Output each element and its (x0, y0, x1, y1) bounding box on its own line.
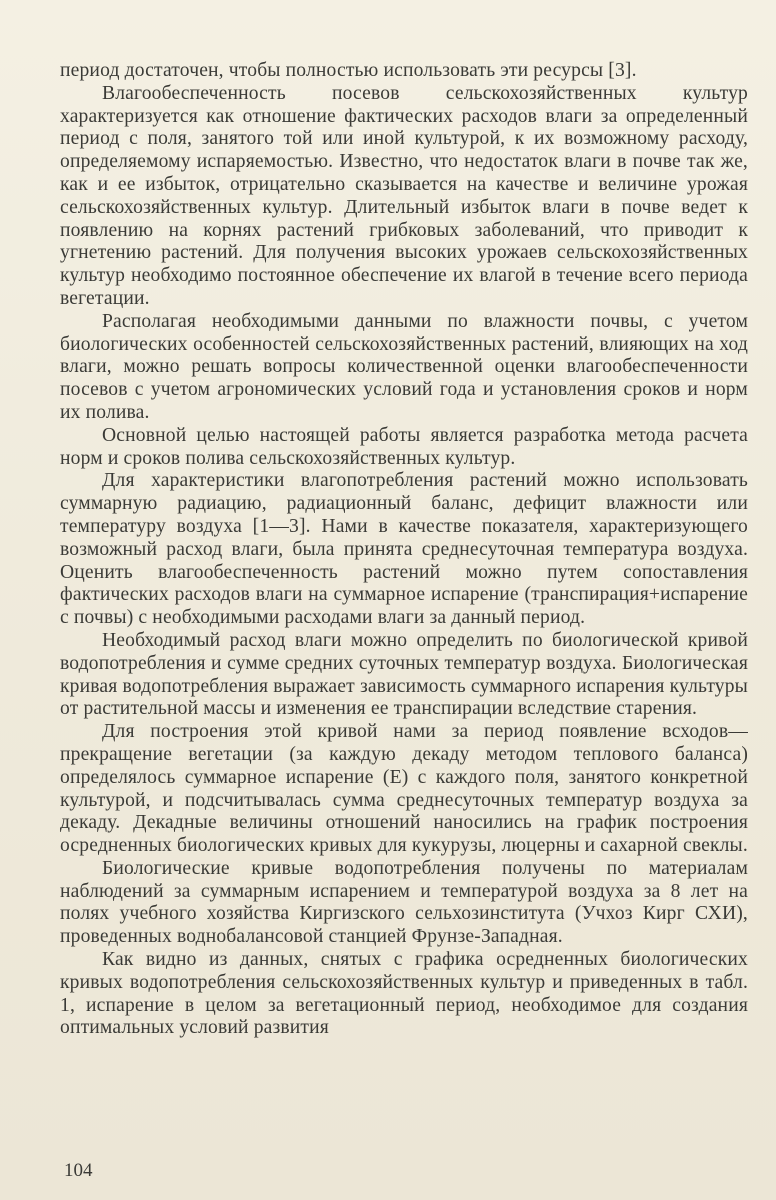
page-number: 104 (64, 1160, 93, 1181)
paragraph-water-consumption-indicators: Для характеристики влагопотребления растений можно использовать суммарную радиацию, радиационный баланс, дефицит влажности или температуру воздуха [1—3]. Нами в качестве показателя, характеризующего возможный расход влаги, была принята среднесуточная температура воздуха. Оценить влагообеспеченность растений можно путем сопоставления фактических расходов влаги на суммарное испарение (транспирация+испарение с почвы) с необходимыми расходами влаги за данный период. (60, 470, 748, 629)
paragraph-table-discussion: Как видно из данных, снятых с графика осредненных биологических кривых водопотребления сельскохозяйственных культур и приведенных в табл. 1, испарение в целом за вегетационный период, необходимое для создания оптимальных условий развития (60, 949, 748, 1039)
paragraph-observation-source: Биологические кривые водопотребления получены по материалам наблюдений за суммарным испарением и температурой воздуха за 8 лет на полях учебного хозяйства Киргизского сельхозинститута (Учхоз Кирг СХИ), проведенных воднобалансовой станцией Фрунзе-Западная. (60, 857, 748, 948)
paragraph-continuation: период достаточен, чтобы полностью использовать эти ресурсы [3]. (60, 60, 637, 81)
body-text (60, 60, 748, 1040)
paragraph-moisture-supply-definition: Влагообеспеченность посевов сельскохозяйственных культур характеризуется как отношение фактических расходов влаги за определенный период с поля, занятого той или иной культурой, к их возможному расходу, определяемому испаряемостью. Известно, что недостаток влаги в почве так же, как и ее избыток, отрицательно сказывается на качестве и величине урожая сельскохозяйственных культур. Длительный избыток влаги в почве ведет к появлению на корнях растений грибковых заболеваний, что приводит к угнетению растений. Для получения высоких урожаев сельскохозяйственных культур необходимо постоянное обеспечение их влагой в течение всего периода вегетации. (60, 82, 748, 309)
paragraph-main-goal: Основной целью настоящей работы является разработка метода расчета норм и сроков полива сельскохозяйственных культур. (60, 424, 748, 469)
paragraph-soil-moisture-data: Располагая необходимыми данными по влажности почвы, с учетом биологических особенностей сельскохозяйственных растений, влияющих на ход влаги, можно решать вопросы количественной оценки влагообеспеченности посевов с учетом агрономических условий года и установления сроков и норм их полива. (60, 310, 748, 423)
paragraph-curve-construction: Для построения этой кривой нами за период появление всходов—прекращение вегетации (за каждую декаду методом теплового баланса) определялось суммарное испарение (E) с каждого поля, занятого конкретной культурой, и подсчитывалась сумма среднесуточных температур воздуха за декаду. Декадные величины отношений наносились на график построения осредненных биологических кривых для кукурузы, люцерны и сахарной свеклы. (60, 721, 748, 857)
paragraph-necessary-water-use: Необходимый расход влаги можно определить по биологической кривой водопотребления и сумме средних суточных температур воздуха. Биологическая кривая водопотребления выражает зависимость суммарного испарения культуры от растительной массы и изменения ее транспирации вследствие старения. (60, 629, 748, 720)
